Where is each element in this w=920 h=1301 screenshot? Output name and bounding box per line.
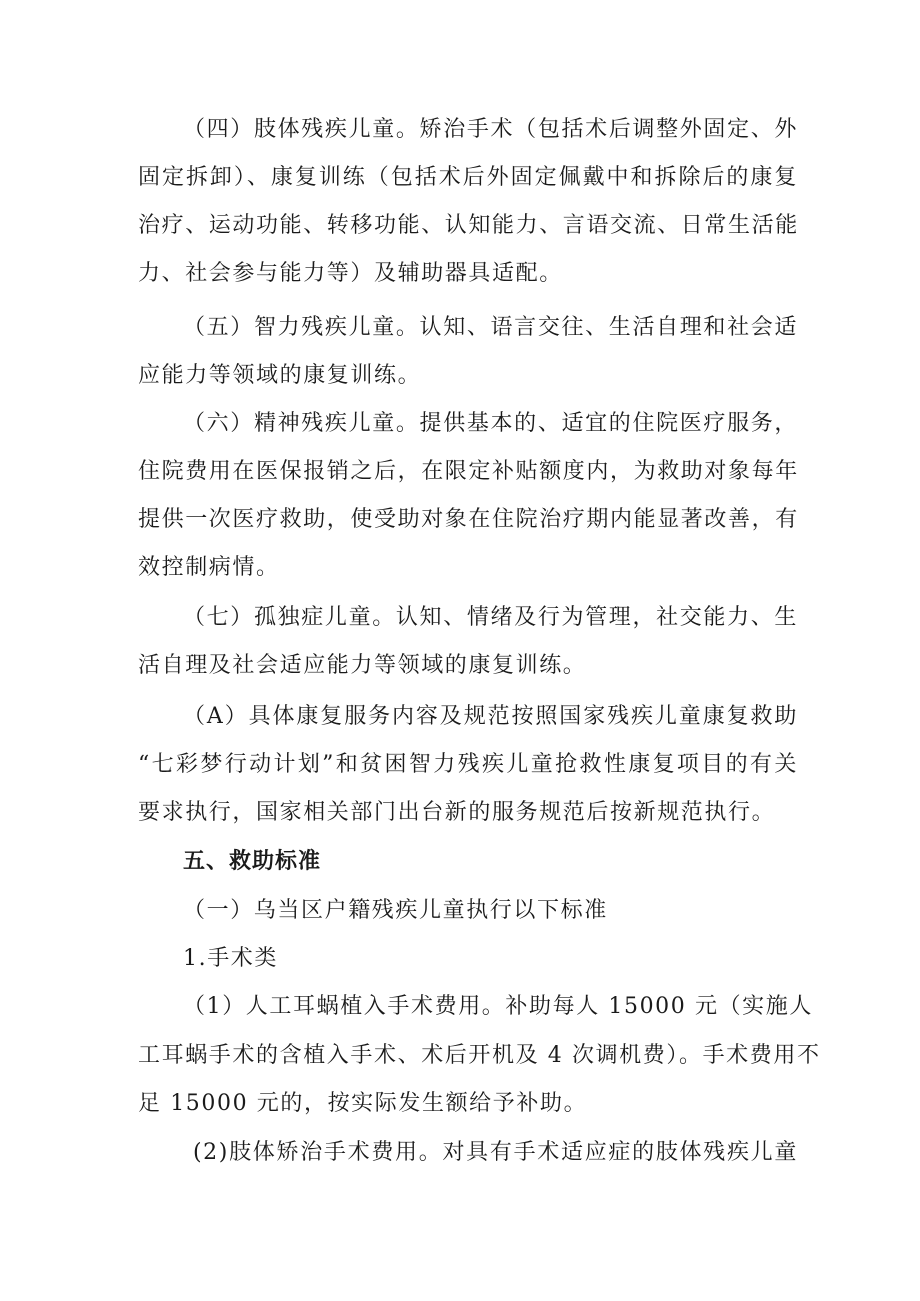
paragraph-line: 活自理及社会适应能力等领域的康复训练。 [138, 653, 587, 678]
paragraph-line: 住院费用在医保报销之后，在限定补贴额度内，为救助对象每年 [138, 459, 799, 484]
paragraph-line: 效控制病情。 [138, 555, 280, 580]
paragraph-line: 要求执行，国家相关部门出台新的服务规范后按新规范执行。 [138, 800, 776, 825]
paragraph-line: 应能力等领域的康复训练。 [138, 363, 422, 388]
paragraph-line: 足 15000 元的，按实际发生额给予补助。 [138, 1091, 588, 1116]
paragraph-line: 治疗、运动功能、转移功能、认知能力、言语交流、日常生活能 [138, 213, 799, 238]
paragraph-line: （1）人工耳蜗植入手术费用。补助每人 15000 元（实施人 [183, 994, 813, 1019]
paragraph-line: 力、社会参与能力等）及辅助器具适配。 [138, 261, 563, 286]
section-heading: 五、救助标准 [183, 849, 322, 874]
paragraph-line: （七）孤独症儿童。认知、情绪及行为管理，社交能力、生 [183, 605, 798, 630]
paragraph-line: （四）肢体残疾儿童。矫治手术（包括术后调整外固定、外 [183, 117, 798, 142]
paragraph-line: 工耳蜗手术的含植入手术、术后开机及 4 次调机费）。手术费用不 [138, 1043, 821, 1068]
paragraph-line: 固定拆卸）、康复训练（包括术后外固定佩戴中和拆除后的康复 [138, 165, 798, 190]
paragraph-line: （A）具体康复服务内容及规范按照国家残疾儿童康复救助 [183, 704, 798, 729]
paragraph-line: （五）智力残疾儿童。认知、语言交往、生活自理和社会适 [183, 315, 798, 340]
subsection-heading: （一）乌当区户籍残疾儿童执行以下标准 [183, 898, 608, 923]
category-heading: 1.手术类 [183, 946, 278, 971]
paragraph-line: 提供一次医疗救助，使受助对象在住院治疗期内能显著改善，有 [138, 507, 799, 532]
paragraph-line: “七彩梦行动计划”和贫困智力残疾儿童抢救性康复项目的有关 [138, 752, 798, 777]
paragraph-line: （六）精神残疾儿童。提供基本的、适宜的住院医疗服务， [183, 411, 798, 436]
paragraph-line: (2)肢体矫治手术费用。对具有手术适应症的肢体残疾儿童 [193, 1140, 798, 1165]
